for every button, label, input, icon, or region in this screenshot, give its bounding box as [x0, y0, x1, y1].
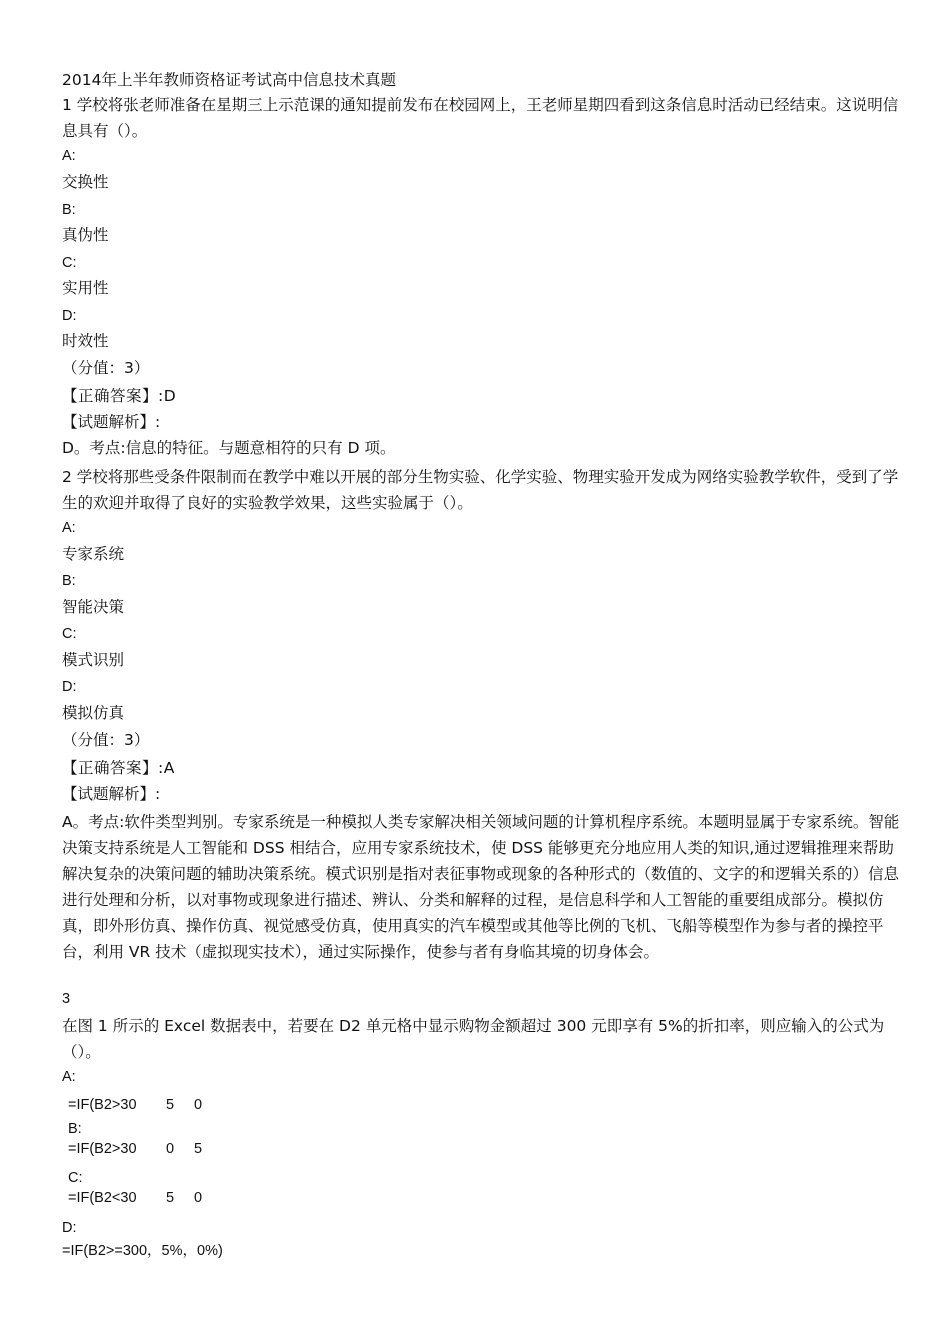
q3-option-c-label: C: [68, 1170, 83, 1186]
q2-option-d-label: D: [62, 679, 77, 695]
q1-option-d-label: D: [62, 308, 77, 324]
q2-option-c-label: C: [62, 626, 77, 642]
q3-option-b-formula [68, 1141, 368, 1163]
q3-option-c-formula [68, 1190, 368, 1210]
q3-a-col2: 5 [166, 1097, 175, 1113]
q1-analysis: D。考点:信息的特征。与题意相符的只有 D 项。 [62, 439, 396, 457]
q3-c-col3: 0 [194, 1190, 203, 1206]
q1-stem: 1 学校将张老师准备在星期三上示范课的通知提前发布在校园网上，王老师星期四看到这条信息时活动已经结束。这说明信息具有（）。 [62, 96, 899, 140]
q3-c-formula-text: =IF(B2<30 [68, 1190, 137, 1206]
q3-option-a-formula [68, 1097, 368, 1117]
q1-score: （分值：3） [62, 359, 150, 377]
q3-c-col2: 5 [166, 1190, 175, 1206]
q1-option-a: 交换性 [62, 173, 109, 191]
q3-stem: 在图 1 所示的 Excel 数据表中，若要在 D2 单元格中显示购物金额超过 300 元即享有 5%的折扣率，则应输入的公式为（）。 [62, 1017, 885, 1061]
q3-option-a-label: A: [62, 1069, 76, 1085]
q3-b-col3: 5 [194, 1141, 203, 1157]
q1-option-b: 真伪性 [62, 226, 109, 244]
q3-b-formula-text: =IF(B2>30 [68, 1141, 137, 1157]
q1-analysis-label: 【试题解析】: [62, 413, 161, 431]
q2-option-a: 专家系统 [62, 545, 125, 563]
q2-analysis: A。考点:软件类型判别。专家系统是一种模拟人类专家解决相关领域问题的计算机程序系统。本题明显属于专家系统。智能决策支持系统是人工智能和 DSS 相结合，应用专家系统技术，使 DSS 能够更充分地应用人类的知识,通过逻辑推理来帮助解决复杂的决策问题的辅助决策系统。模式识别是指对表征事物或现象的各种形式的（数值的、文字的和逻辑关系的）信息进行处理和分析，以对事物或现象进行描述、辨认、分类和解释的过程，是信息科学和人工智能的重要组成部分。模拟仿真，即外形仿真、操作仿真、视觉感受仿真，使用真实的汽车模型或其他等比例的飞机、飞船等模型作为参与者的操控平台，利用 VR 技术（虚拟现实技术），通过实际操作，使参与者有身临其境的切身体会。 [62, 813, 900, 961]
q2-option-d: 模拟仿真 [62, 704, 125, 722]
document-title: 2014年上半年教师资格证考试高中信息技术真题 [62, 71, 396, 89]
q3-option-d-label: D: [62, 1220, 77, 1236]
q2-score: （分值：3） [62, 731, 150, 749]
q2-stem: 2 学校将那些受条件限制而在教学中难以开展的部分生物实验、化学实验、物理实验开发成为网络实验教学软件，受到了学生的欢迎并取得了良好的实验教学效果，这些实验属于（）。 [62, 468, 899, 512]
q2-answer: 【正确答案】:A [62, 759, 175, 777]
q2-option-b-label: B: [62, 573, 76, 589]
q3-b-col2: 0 [166, 1141, 175, 1157]
q1-option-a-label: A: [62, 148, 76, 164]
q1-answer: 【正确答案】:D [62, 387, 177, 405]
q3-option-d: =IF(B2>=300，5%，0%) [62, 1243, 223, 1259]
q3-a-col3: 0 [194, 1097, 203, 1113]
q1-option-c: 实用性 [62, 279, 109, 297]
q2-analysis-label: 【试题解析】: [62, 785, 161, 803]
q2-option-c: 模式识别 [62, 651, 125, 669]
q2-option-a-label: A: [62, 520, 76, 536]
q1-option-d: 时效性 [62, 332, 109, 350]
q3-a-formula-text: =IF(B2>30 [68, 1097, 137, 1113]
q2-option-b: 智能决策 [62, 598, 125, 616]
q1-option-b-label: B: [62, 202, 76, 218]
q3-number: 3 [62, 991, 71, 1007]
q1-option-c-label: C: [62, 255, 77, 271]
q3-option-b-label: B: [68, 1121, 82, 1137]
